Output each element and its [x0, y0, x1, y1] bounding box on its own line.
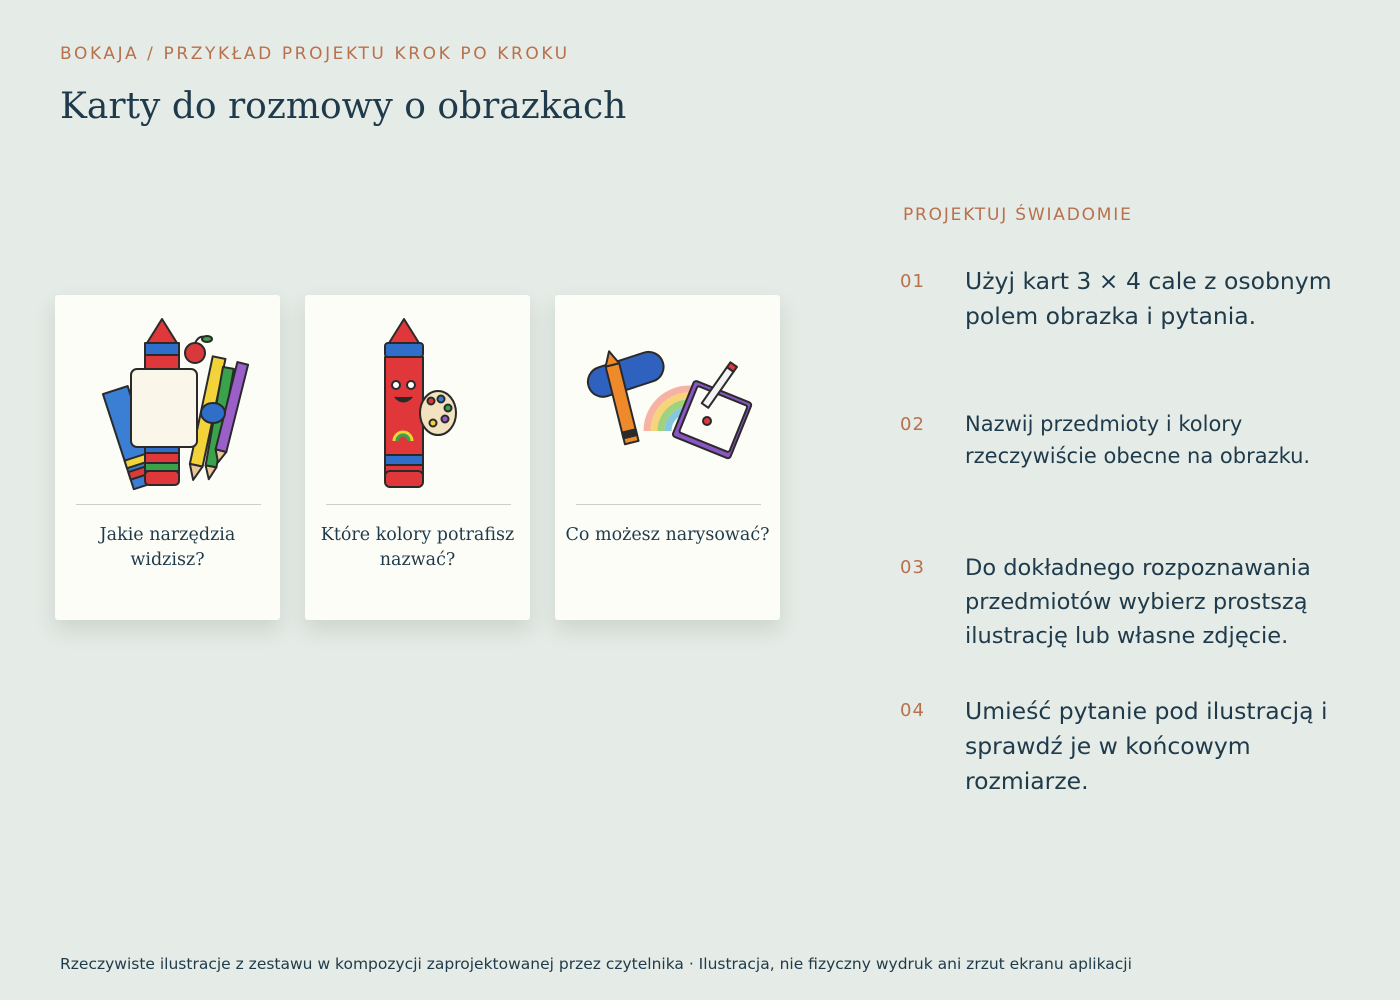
step-number: 03 — [900, 557, 925, 578]
step-text: Do dokładnego rozpoznawania przedmiotów wybierz prostszą ilustrację lub własne zdjęcie. — [965, 555, 1311, 649]
card-divider — [326, 504, 511, 505]
smiling-crayon-illustration — [305, 313, 530, 493]
breadcrumb: BOKAJA / PRZYKŁAD PROJEKTU KROK PO KROKU — [60, 44, 570, 64]
step-number: 01 — [900, 271, 925, 292]
page-title: Karty do rozmowy o obrazkach — [60, 86, 627, 127]
card-question: Które kolory potrafisz nazwać? — [320, 525, 515, 570]
step-text: Użyj kart 3 × 4 cale z osobnym polem obrazka i pytania. — [965, 267, 1332, 330]
card-question: Co możesz narysować? — [565, 525, 770, 545]
picture-card — [55, 295, 280, 620]
step-number: 04 — [900, 700, 925, 721]
footer-note: Rzeczywiste ilustracje z zestawu w kompozycji zaprojektowanej przez czytelnika · Ilustracja, nie fizyczny wydruk ani zrzut ekranu aplikacji — [60, 955, 1132, 973]
guide-heading: PROJEKTUJ ŚWIADOMIE — [903, 205, 1133, 225]
picture-card — [305, 295, 530, 620]
step-text: Umieść pytanie pod ilustracją i sprawdź je w końcowym rozmiarze. — [965, 697, 1328, 795]
card-question: Jakie narzędzia widzisz? — [99, 525, 236, 570]
picture-card — [555, 295, 780, 620]
card-divider — [76, 504, 261, 505]
rainbow-notebook-illustration — [555, 313, 780, 493]
step-text: Nazwij przedmioty i kolory rzeczywiście obecne na obrazku. — [965, 412, 1311, 468]
card-divider — [576, 504, 761, 505]
crayons-illustration — [55, 313, 280, 493]
step-number: 02 — [900, 414, 925, 435]
